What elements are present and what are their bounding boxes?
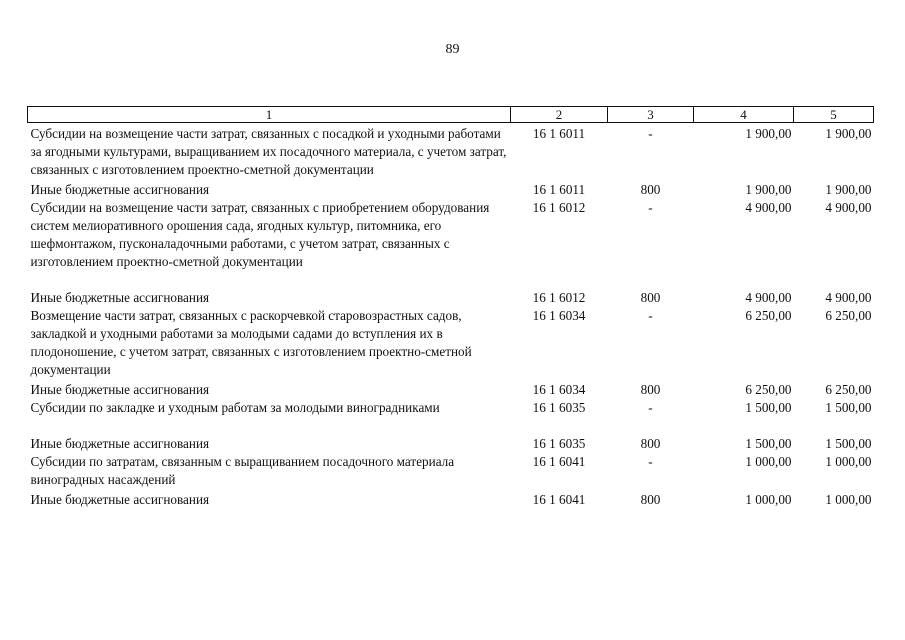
header-col-1: 1 bbox=[28, 107, 511, 123]
table-row bbox=[28, 453, 874, 489]
table-row bbox=[28, 179, 874, 199]
row-amount-4: 4 900,00 bbox=[745, 290, 792, 305]
row-amount-5: 6 250,00 bbox=[825, 308, 872, 323]
row-code: 16 1 6041 bbox=[532, 454, 586, 469]
row-name: Иные бюджетные ассигнования bbox=[30, 290, 210, 305]
table-row bbox=[28, 489, 874, 509]
row-type: 800 bbox=[640, 290, 661, 305]
row-code: 16 1 6034 bbox=[532, 382, 586, 397]
row-code: 16 1 6035 bbox=[532, 436, 586, 451]
row-type: 800 bbox=[640, 182, 661, 197]
row-amount-5: 1 500,00 bbox=[825, 436, 872, 451]
table-row bbox=[28, 307, 874, 379]
row-amount-5: 1 000,00 bbox=[825, 492, 872, 507]
row-code: 16 1 6035 bbox=[532, 400, 586, 415]
row-code: 16 1 6012 bbox=[532, 200, 586, 215]
row-type: 800 bbox=[640, 382, 661, 397]
row-code: 16 1 6011 bbox=[532, 126, 586, 141]
row-name: Субсидии по затратам, связанным с выращиванием посадочного материала виноградных насаждений bbox=[30, 454, 455, 487]
row-amount-5: 4 900,00 bbox=[825, 290, 872, 305]
row-amount-5: 4 900,00 bbox=[825, 200, 872, 215]
row-amount-5: 1 900,00 bbox=[825, 126, 872, 141]
table-row bbox=[28, 123, 874, 180]
row-type: - bbox=[648, 126, 653, 141]
header-col-5: 5 bbox=[794, 107, 874, 123]
row-name: Иные бюджетные ассигнования bbox=[30, 382, 210, 397]
row-code: 16 1 6034 bbox=[532, 308, 586, 323]
header-col-4: 4 bbox=[694, 107, 794, 123]
row-amount-5: 1 000,00 bbox=[825, 454, 872, 469]
row-type: 800 bbox=[640, 436, 661, 451]
row-name: Субсидии по закладке и уходным работам за молодыми виноградниками bbox=[30, 400, 440, 415]
table-row bbox=[28, 399, 874, 435]
row-name: Иные бюджетные ассигнования bbox=[30, 182, 210, 197]
table-row bbox=[28, 435, 874, 453]
row-amount-4: 1 000,00 bbox=[745, 454, 792, 469]
header-row bbox=[28, 107, 874, 123]
page-number: 89 bbox=[445, 42, 460, 57]
header-col-3: 3 bbox=[608, 107, 694, 123]
budget-table bbox=[27, 106, 874, 509]
row-name: Субсидии на возмещение части затрат, связанных с посадкой и уходными работами за ягодными культурами, выращиванием их посадочного материала, с учетом затрат, связанных с изготовлением проектно-сметной документации bbox=[30, 126, 507, 177]
row-name: Иные бюджетные ассигнования bbox=[30, 492, 210, 507]
row-amount-4: 1 500,00 bbox=[745, 436, 792, 451]
table-row bbox=[28, 379, 874, 399]
row-amount-4: 1 000,00 bbox=[745, 492, 792, 507]
row-amount-4: 6 250,00 bbox=[745, 382, 792, 397]
header-col-2: 2 bbox=[511, 107, 608, 123]
row-amount-4: 1 900,00 bbox=[745, 182, 792, 197]
row-code: 16 1 6012 bbox=[532, 290, 586, 305]
row-name: Субсидии на возмещение части затрат, связанных с приобретением оборудования систем мелиоративного орошения сада, ягодных культур, питомника, его шефмонтажом, пусконаладочными работами, с учетом затрат, связанных с изготовлением проектно-сметной документации bbox=[30, 200, 490, 269]
row-type: - bbox=[648, 200, 653, 215]
row-type: - bbox=[648, 454, 653, 469]
table-row bbox=[28, 289, 874, 307]
row-code: 16 1 6011 bbox=[532, 182, 586, 197]
row-amount-5: 1 900,00 bbox=[825, 182, 872, 197]
row-amount-4: 1 500,00 bbox=[745, 400, 792, 415]
row-type: - bbox=[648, 400, 653, 415]
table-row bbox=[28, 199, 874, 289]
row-code: 16 1 6041 bbox=[532, 492, 586, 507]
row-type: - bbox=[648, 308, 653, 323]
row-amount-4: 1 900,00 bbox=[745, 126, 792, 141]
row-type: 800 bbox=[640, 492, 661, 507]
row-amount-5: 6 250,00 bbox=[825, 382, 872, 397]
row-amount-5: 1 500,00 bbox=[825, 400, 872, 415]
row-amount-4: 6 250,00 bbox=[745, 308, 792, 323]
row-name: Иные бюджетные ассигнования bbox=[30, 436, 210, 451]
row-amount-4: 4 900,00 bbox=[745, 200, 792, 215]
row-name: Возмещение части затрат, связанных с раскорчевкой старовозрастных садов, закладкой и уходными работами за молодыми садами до вступления их в плодоношение, с учетом затрат, связанных с изготовлением проектно-сметной документации bbox=[30, 308, 472, 377]
